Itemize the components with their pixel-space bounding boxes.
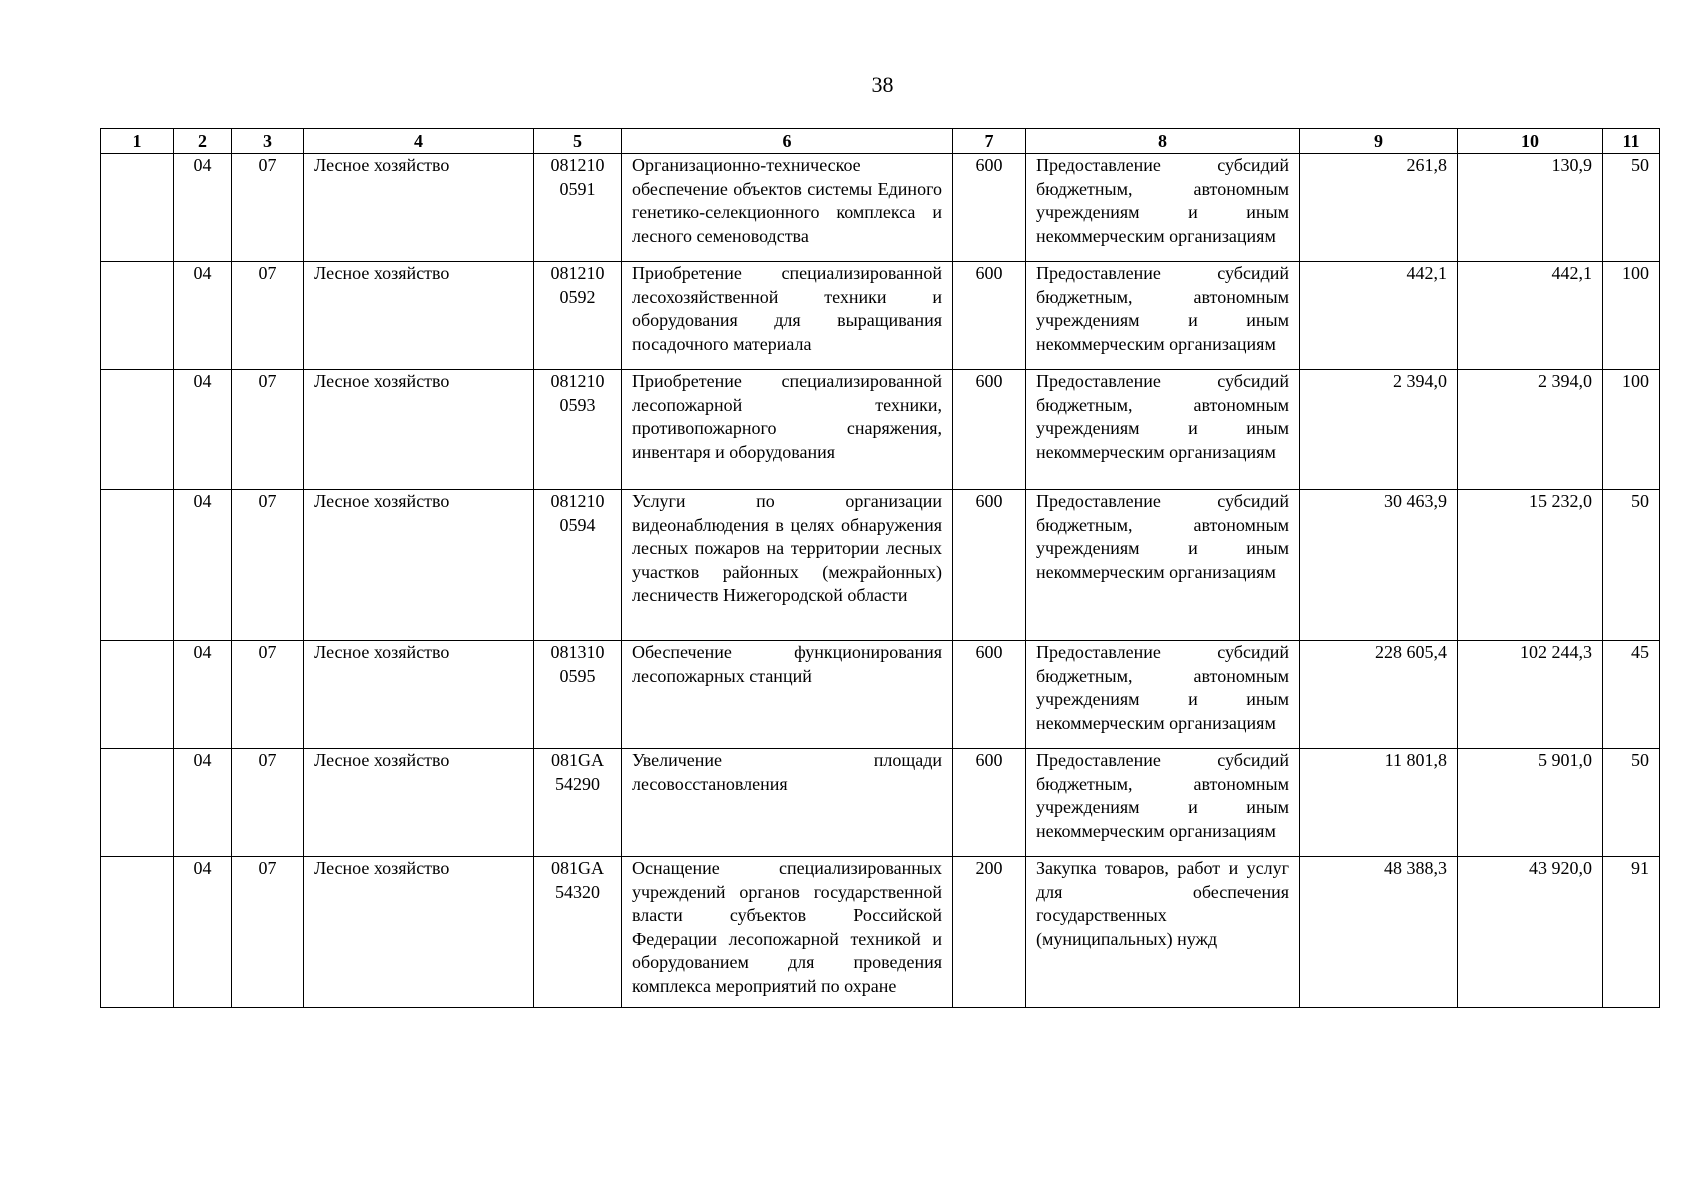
cell-section-name: Лесное хозяйство [304,490,534,641]
cell-description: Увеличение площади лесовосстановления [622,749,953,857]
column-header-10: 10 [1458,129,1603,154]
cell-section: 04 [174,749,232,857]
column-header-5: 5 [534,129,622,154]
table-row [101,749,1660,857]
target-code-part2: 54320 [555,881,600,902]
cell-expense-type-code: 600 [953,262,1026,370]
column-header-2: 2 [174,129,232,154]
cell-expense-type-code: 600 [953,641,1026,749]
cell-section: 04 [174,154,232,262]
cell-target-code [534,262,622,370]
cell-section-name: Лесное хозяйство [304,641,534,749]
page-number: 38 [871,72,894,97]
cell-expense-type-name: Предоставление субсидий бюджетным, автономным учреждениям и иным некоммерческим организациям [1026,490,1300,641]
column-header-1: 1 [101,129,174,154]
target-code-part1: 081310 [550,642,605,662]
cell-amount-total: 228 605,4 [1300,641,1458,749]
table-row [101,154,1660,262]
cell-percent: 50 [1603,154,1660,262]
column-header-4: 4 [304,129,534,154]
column-header-3: 3 [232,129,304,154]
column-header-8: 8 [1026,129,1300,154]
cell-amount-share: 2 394,0 [1458,370,1603,490]
target-code-part1: 081210 [550,263,605,283]
cell-percent: 100 [1603,262,1660,370]
cell-section-name: Лесное хозяйство [304,749,534,857]
cell-amount-share: 442,1 [1458,262,1603,370]
cell-section-name: Лесное хозяйство [304,154,534,262]
cell-expense-type-code: 600 [953,490,1026,641]
cell-description: Организационно-техническое обеспечение объектов системы Единого генетико-селекционного комплекса и лесного семеноводства [622,154,953,262]
cell-target-code [534,370,622,490]
target-code-part1: 081210 [550,371,605,391]
table-row [101,641,1660,749]
cell-subsection: 07 [232,641,304,749]
cell-section: 04 [174,641,232,749]
cell-section-name: Лесное хозяйство [304,262,534,370]
cell-amount-share: 15 232,0 [1458,490,1603,641]
cell-expense-type-name: Предоставление субсидий бюджетным, автономным учреждениям и иным некоммерческим организациям [1026,641,1300,749]
column-header-7: 7 [953,129,1026,154]
table-row [101,262,1660,370]
cell-amount-total: 48 388,3 [1300,857,1458,1008]
cell-amount-total: 442,1 [1300,262,1458,370]
cell-amount-total: 11 801,8 [1300,749,1458,857]
cell-target-code [534,857,622,1008]
cell-target-code [534,749,622,857]
cell-amount-share: 102 244,3 [1458,641,1603,749]
cell-amount-total: 2 394,0 [1300,370,1458,490]
cell-subsection: 07 [232,490,304,641]
target-code-part1: 081GA [551,750,604,770]
target-code-part2: 0594 [559,514,596,535]
cell-percent: 91 [1603,857,1660,1008]
cell-percent: 50 [1603,749,1660,857]
cell-subsection: 07 [232,154,304,262]
column-header-6: 6 [622,129,953,154]
cell-target-code [534,641,622,749]
target-code-part2: 0593 [559,394,596,415]
cell-expense-type-name: Предоставление субсидий бюджетным, автономным учреждениям и иным некоммерческим организациям [1026,749,1300,857]
cell-amount-share: 130,9 [1458,154,1603,262]
cell-target-code [534,154,622,262]
budget-table [100,128,1660,1008]
target-code-part1: 081210 [550,155,605,175]
target-code-part2: 0595 [559,665,596,686]
cell-expense-type-name: Предоставление субсидий бюджетным, автономным учреждениям и иным некоммерческим организациям [1026,370,1300,490]
cell-section-name: Лесное хозяйство [304,857,534,1008]
cell-expense-type-name: Закупка товаров, работ и услуг для обеспечения государственных (муниципальных) нужд [1026,857,1300,1008]
cell-description: Обеспечение функционирования лесопожарных станций [622,641,953,749]
table-row [101,857,1660,1008]
cell-percent: 45 [1603,641,1660,749]
column-header-9: 9 [1300,129,1458,154]
cell-col1 [101,857,174,1008]
table-row [101,370,1660,490]
cell-expense-type-name: Предоставление субсидий бюджетным, автономным учреждениям и иным некоммерческим организациям [1026,154,1300,262]
target-code-part1: 081210 [550,491,605,511]
column-header-11: 11 [1603,129,1660,154]
target-code-part2: 0592 [559,286,596,307]
cell-description: Оснащение специализированных учреждений органов государственной власти субъектов Российской Федерации лесопожарной техникой и оборудованием для проведения комплекса мероприятий по охране [622,857,953,1008]
cell-subsection: 07 [232,262,304,370]
cell-description: Приобретение специализированной лесохозяйственной техники и оборудования для выращивания посадочного материала [622,262,953,370]
cell-subsection: 07 [232,857,304,1008]
cell-col1 [101,154,174,262]
cell-section: 04 [174,857,232,1008]
cell-target-code [534,490,622,641]
cell-amount-total: 261,8 [1300,154,1458,262]
cell-expense-type-code: 200 [953,857,1026,1008]
cell-expense-type-code: 600 [953,749,1026,857]
cell-col1 [101,641,174,749]
target-code-part2: 54290 [555,773,600,794]
cell-amount-share: 5 901,0 [1458,749,1603,857]
cell-section: 04 [174,370,232,490]
cell-section-name: Лесное хозяйство [304,370,534,490]
cell-section: 04 [174,490,232,641]
cell-col1 [101,749,174,857]
target-code-part2: 0591 [559,178,596,199]
cell-expense-type-code: 600 [953,370,1026,490]
cell-subsection: 07 [232,370,304,490]
target-code-part1: 081GA [551,858,604,878]
cell-expense-type-code: 600 [953,154,1026,262]
cell-amount-share: 43 920,0 [1458,857,1603,1008]
cell-col1 [101,370,174,490]
cell-col1 [101,490,174,641]
table-body [101,154,1660,1008]
cell-amount-total: 30 463,9 [1300,490,1458,641]
header-row [101,129,1660,154]
cell-expense-type-name: Предоставление субсидий бюджетным, автономным учреждениям и иным некоммерческим организациям [1026,262,1300,370]
cell-description: Услуги по организации видеонаблюдения в целях обнаружения лесных пожаров на территории лесных участков районных (межрайонных) лесничеств Нижегородской области [622,490,953,641]
cell-col1 [101,262,174,370]
cell-percent: 100 [1603,370,1660,490]
cell-subsection: 07 [232,749,304,857]
cell-section: 04 [174,262,232,370]
cell-percent: 50 [1603,490,1660,641]
cell-description: Приобретение специализированной лесопожарной техники, противопожарного снаряжения, инвентаря и оборудования [622,370,953,490]
table-row [101,490,1660,641]
